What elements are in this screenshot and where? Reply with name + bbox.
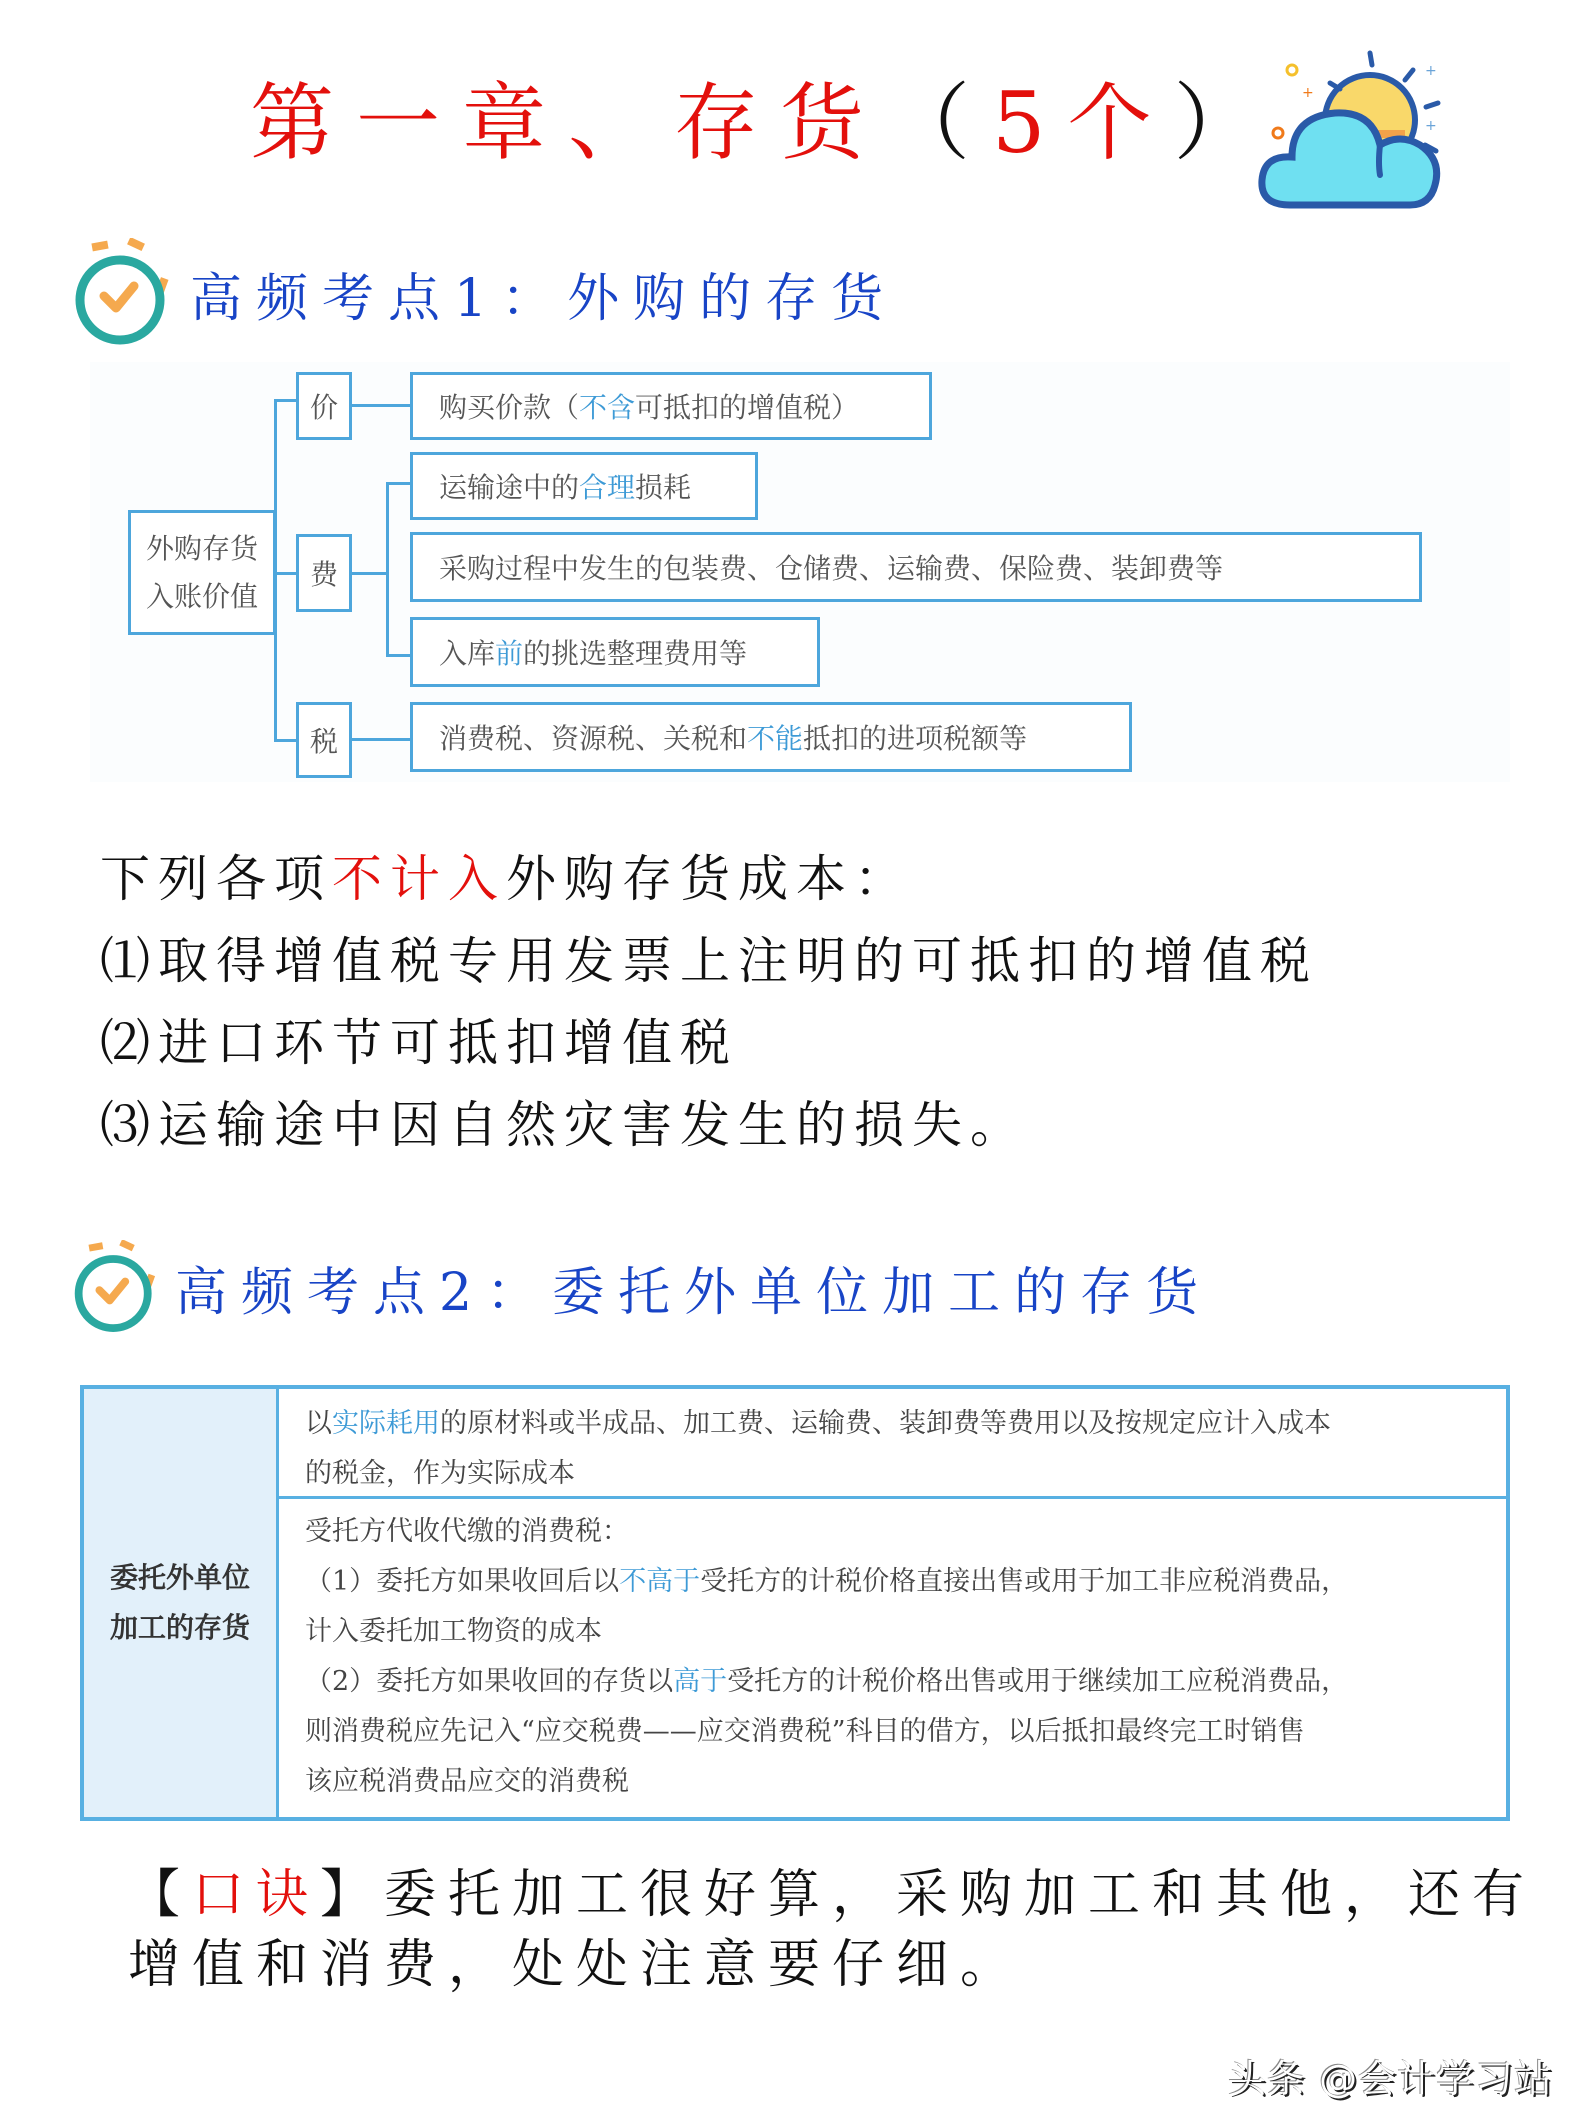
mnemonic-bracket-open: 【	[128, 1865, 193, 1925]
cell-text: 以	[305, 1408, 332, 1439]
branch-fees-label: 费	[309, 558, 338, 591]
section2-heading-text: 高频考点2：委托外单位加工的存货	[175, 1263, 1213, 1323]
item-purchase-price	[410, 372, 932, 440]
item-highlight: 不含	[579, 391, 636, 424]
item-sorting-fees	[410, 617, 820, 687]
table-row-header	[84, 1389, 279, 1817]
cell-text: 的原材料或半成品、加工费、运输费、装卸费等费用以及按规定应计入成本	[440, 1408, 1331, 1439]
svg-text:+: +	[1425, 118, 1437, 134]
diagram-root	[128, 510, 276, 635]
title-open-paren: （	[886, 74, 993, 172]
cloud-sun-icon	[1250, 45, 1450, 215]
branch-price-label: 价	[309, 391, 338, 424]
diagram-root-line1: 外购存货	[145, 531, 258, 565]
exclusion-intro-pre: 下列各项	[100, 850, 332, 908]
cell-text: 计入委托加工物资的成本	[305, 1616, 602, 1647]
stopwatch-check-icon	[70, 238, 180, 348]
branch-tax-label: 税	[309, 725, 338, 758]
mnemonic-label: 口诀	[192, 1865, 321, 1925]
cell-text: 的税金，作为实际成本	[305, 1458, 575, 1489]
title-count: 5个	[992, 74, 1174, 172]
table-cell-consumption-tax	[279, 1499, 1506, 1817]
page-title	[250, 68, 1280, 178]
cell-text: 受托方的计税价格出售或用于继续加工应税消费品，	[727, 1666, 1349, 1697]
exclusion-intro	[100, 838, 1318, 920]
cell-text: （1）委托方如果收回后以	[305, 1566, 620, 1597]
cell-text: 受托方的计税价格直接出售或用于加工非应税消费品，	[700, 1566, 1349, 1597]
table-cell-actual-cost	[279, 1389, 1506, 1499]
branch-tax	[296, 702, 352, 778]
item-taxes	[410, 702, 1132, 772]
exclusion-list	[100, 838, 1318, 1166]
exclusion-item: ⑵进口环节可抵扣增值税	[100, 1014, 738, 1072]
outsourced-processing-table	[80, 1385, 1510, 1821]
cell-text: 该应税消费品应交的消费税	[305, 1766, 629, 1797]
cell-highlight: 实际耗用	[332, 1408, 440, 1439]
item-highlight: 合理	[579, 471, 636, 504]
item-text: 运输途中的	[439, 471, 580, 504]
item-text: 抵扣的进项税额等	[803, 722, 1028, 755]
table-row-header-line2: 加工的存货	[109, 1611, 250, 1644]
branch-price	[296, 372, 352, 440]
title-main: 第一章、存货	[250, 74, 887, 172]
item-text: 损耗	[635, 471, 692, 504]
cell-text: （2）委托方如果收回的存货以	[305, 1666, 674, 1697]
svg-text:+: +	[1302, 85, 1314, 101]
svg-text:+: +	[1425, 63, 1437, 79]
cell-highlight: 高于	[673, 1666, 728, 1697]
exclusion-intro-highlight: 不计入	[332, 850, 506, 908]
exclusion-item: ⑴取得增值税专用发票上注明的可抵扣的增值税	[100, 932, 1318, 990]
purchase-cost-diagram	[90, 362, 1510, 782]
section2-heading	[70, 1240, 1212, 1335]
cell-text: 则消费税应先记入“应交税费——应交消费税”科目的借方，以后抵扣最终完工时销售	[305, 1716, 1305, 1747]
exclusion-item: ⑶运输途中因自然灾害发生的损失。	[100, 1096, 1028, 1154]
exclusion-intro-post: 外购存货成本：	[506, 850, 912, 908]
section1-heading-text: 高频考点1：外购的存货	[190, 268, 898, 329]
watermark: 头条 @会计学习站	[1228, 2057, 1554, 2101]
item-text: 可抵扣的增值税）	[635, 391, 860, 424]
mnemonic-line2: 增值和消费，处处注意要仔细。	[128, 1935, 1025, 1995]
section1-heading	[70, 238, 897, 348]
table-row-header-line1: 委托外单位	[109, 1561, 250, 1594]
mnemonic-bracket-close: 】	[320, 1865, 385, 1925]
item-highlight: 前	[495, 637, 524, 670]
item-text: 采购过程中发生的包装费、仓储费、运输费、保险费、装卸费等	[439, 552, 1224, 585]
mnemonic	[128, 1860, 1536, 2000]
item-text: 消费税、资源税、关税和	[439, 722, 748, 755]
item-text: 购买价款（	[439, 391, 580, 424]
cell-text: 受托方代收代缴的消费税：	[305, 1516, 629, 1547]
item-text: 的挑选整理费用等	[523, 637, 748, 670]
diagram-root-line2: 入账价值	[145, 579, 258, 613]
item-text: 入库	[439, 637, 496, 670]
item-procurement-fees	[410, 532, 1422, 602]
branch-fees	[296, 534, 352, 612]
mnemonic-line1: 委托加工很好算，采购加工和其他，还有	[384, 1865, 1537, 1925]
cell-highlight: 不高于	[619, 1566, 701, 1597]
title-close-paren: ）	[1173, 74, 1280, 172]
item-reasonable-loss	[410, 452, 758, 520]
item-highlight: 不能	[747, 722, 804, 755]
stopwatch-check-icon	[70, 1240, 165, 1335]
